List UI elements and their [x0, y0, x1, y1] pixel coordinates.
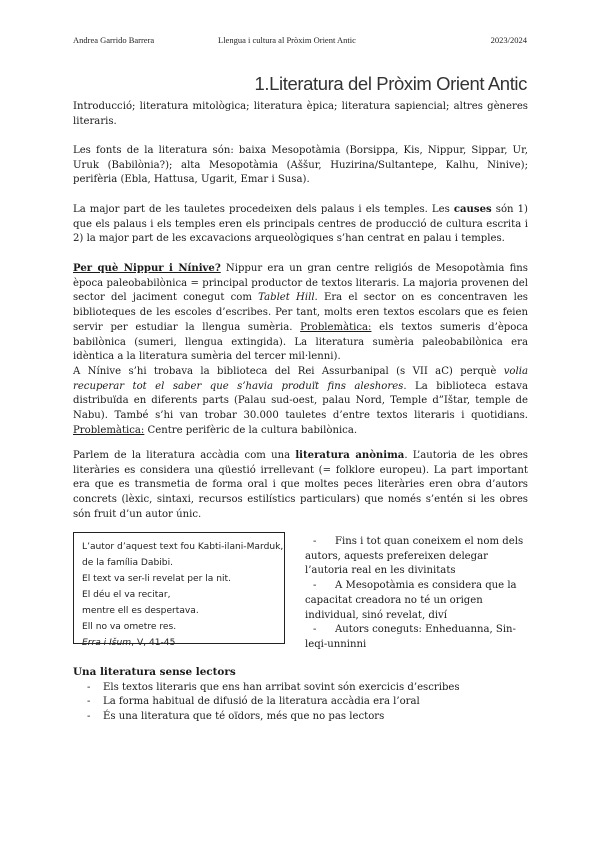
- dash-marker: -: [313, 580, 317, 592]
- page-header: [73, 35, 527, 49]
- quote-line: mentre ell es despertava.: [82, 606, 199, 616]
- list-item-text: És una literatura que té oïdors, més que no pas lectors: [103, 710, 385, 722]
- quote-source-ref: , V, 41-45: [131, 638, 176, 648]
- header-course: Llengua i cultura al Pròxim Orient Antic: [218, 35, 356, 45]
- sources-text: Les fonts de la literatura són: baixa Mesopotàmia (Borsippa, Kis, Nippur, Sippar, Ur, Uruk (Babilònia?); alta Mesopotàmia (Aššur, Huzirina/Sultantepe, Kalhu, Ninive); perifèria (Ebla, Hattusa, Ugarit, Emar i Susa).: [73, 145, 528, 186]
- quote-source: [82, 635, 284, 651]
- anonymous-text-2: . L’autoria de les obres literàries es considera una qüestió irrellevant (= folklore europeu). La part important era que es transmetia de forma oral i que moltes peces literàries eren obra d’autors concrets (lèxic, sintaxi, recursos estilístics particulars) que només s’entén si les obres són fruit d’un autor únic.: [73, 450, 528, 520]
- nineveh-problem-label: Problemàtica:: [73, 424, 145, 436]
- nippur-question: Per què Nippur i Nínive?: [73, 263, 221, 274]
- nippur-text-1: Nippur era un gran centre religiós de Mesopotàmia fins època paleobabilònica = principal productor de textos literaris. La majoria provenen del sector del jaciment conegut com: [73, 263, 528, 304]
- anonymous-keyword: literatura anònima: [295, 450, 405, 461]
- quote-line: L’autor d’aquest text fou Kabti-ilani-Marduk,: [82, 542, 284, 552]
- section-heading: Una literatura sense lectors: [73, 666, 236, 678]
- quote-line: Ell no va ometre res.: [82, 622, 177, 632]
- note-item: [305, 535, 527, 579]
- list-item-text: La forma habitual de difusió de la literatura accàdia era l’oral: [103, 696, 420, 708]
- anonymous-paragraph: [73, 449, 528, 523]
- causes-keyword: causes: [453, 204, 492, 215]
- list-item-text: Els textos literaris que ens han arribat sovint són exercicis d’escribes: [103, 682, 460, 693]
- header-year: 2023/2024: [490, 35, 527, 45]
- intro-text: Introducció; literatura mitològica; literatura èpica; literatura sapiencial; altres gèneres literaris.: [73, 101, 528, 127]
- tablets-text-after: són 1) que els palaus i els temples eren els principals centres de producció de cultura escrita i 2) la major part de les excavacions arqueològiques s’han centrat en palau i temples.: [73, 204, 528, 245]
- document-title: 1.Literatura del Pròxim Orient Antic: [254, 73, 527, 94]
- tablet-hill-term: Tablet Hill: [258, 292, 315, 304]
- nippur-problem-label: Problemàtica:: [300, 321, 372, 333]
- sources-paragraph: [73, 144, 528, 188]
- notes-column: [305, 535, 527, 653]
- quote-line: El text va ser-li revelat per la nit.: [82, 574, 231, 584]
- nineveh-text-2: . La biblioteca estava distribuïda en diferents parts (Palau sud-oest, palau Nord, Temple d”Ištar, temple de Nabu). També s’hi van trobar 30.000 tauletes d’entre textos literaris i quotidians.: [73, 380, 529, 422]
- note-item: [305, 579, 527, 623]
- section-list: [73, 681, 460, 724]
- nineveh-text-1: A Nínive s’hi trobava la biblioteca del Rei Assurbanipal (s VII aC) perquè: [73, 366, 504, 377]
- quote-box: [73, 532, 285, 648]
- note-text: A Mesopotàmia es considera que la capacitat creadora no té un origen individual, sinó revelat, diví: [305, 580, 517, 621]
- nineveh-text-3: Centre perifèric de la cultura babilònica.: [144, 424, 358, 436]
- note-item: [305, 623, 527, 652]
- quote-line: de la família Dabibi.: [82, 558, 173, 568]
- list-item: [73, 681, 460, 695]
- dash-marker: -: [87, 696, 91, 708]
- quote-line: El déu el va recitar,: [82, 590, 171, 600]
- dash-marker: -: [87, 710, 91, 722]
- quote-source-title: Erra i Išum: [82, 638, 132, 648]
- nippur-text-3: els textos sumeris d’època babilònica (sumeri, llengua extingida). La literatura sumèria paleobabilònica era idèntica a la literatura sumèria del tercer mil·lenni).: [73, 321, 529, 363]
- list-item: [73, 710, 460, 724]
- nineveh-italic-quote: volia recuperar tot el saber que s’havia produït fins aleshores: [73, 366, 528, 392]
- header-author: Andrea Garrido Barrera: [73, 35, 155, 45]
- anonymous-text-1: Parlem de la literatura accàdia com una: [73, 450, 296, 461]
- nippur-paragraph: [73, 262, 528, 365]
- intro-paragraph: [73, 100, 528, 129]
- note-text: Autors coneguts: Enheduanna, Sin-leqi-unninni: [305, 624, 516, 650]
- note-text: Fins i tot quan coneixem el nom dels autors, aquests prefereixen delegar l’autoria real en les divinitats: [305, 536, 524, 577]
- tablets-text-before: La major part de les tauletes procedeixen dels palaus i els temples. Les: [73, 204, 454, 215]
- dash-marker: -: [313, 536, 317, 547]
- dash-marker: -: [87, 682, 91, 693]
- list-item: [73, 695, 460, 709]
- nineveh-paragraph: [73, 365, 528, 439]
- nippur-text-2: . Era el sector on es concentraven les biblioteques de les escoles d’escribes. Per tant, molts eren textos escolars que es feien servir per estudiar la llengua sumèria.: [73, 292, 528, 333]
- tablets-paragraph: [73, 203, 528, 247]
- dash-marker: -: [313, 624, 317, 636]
